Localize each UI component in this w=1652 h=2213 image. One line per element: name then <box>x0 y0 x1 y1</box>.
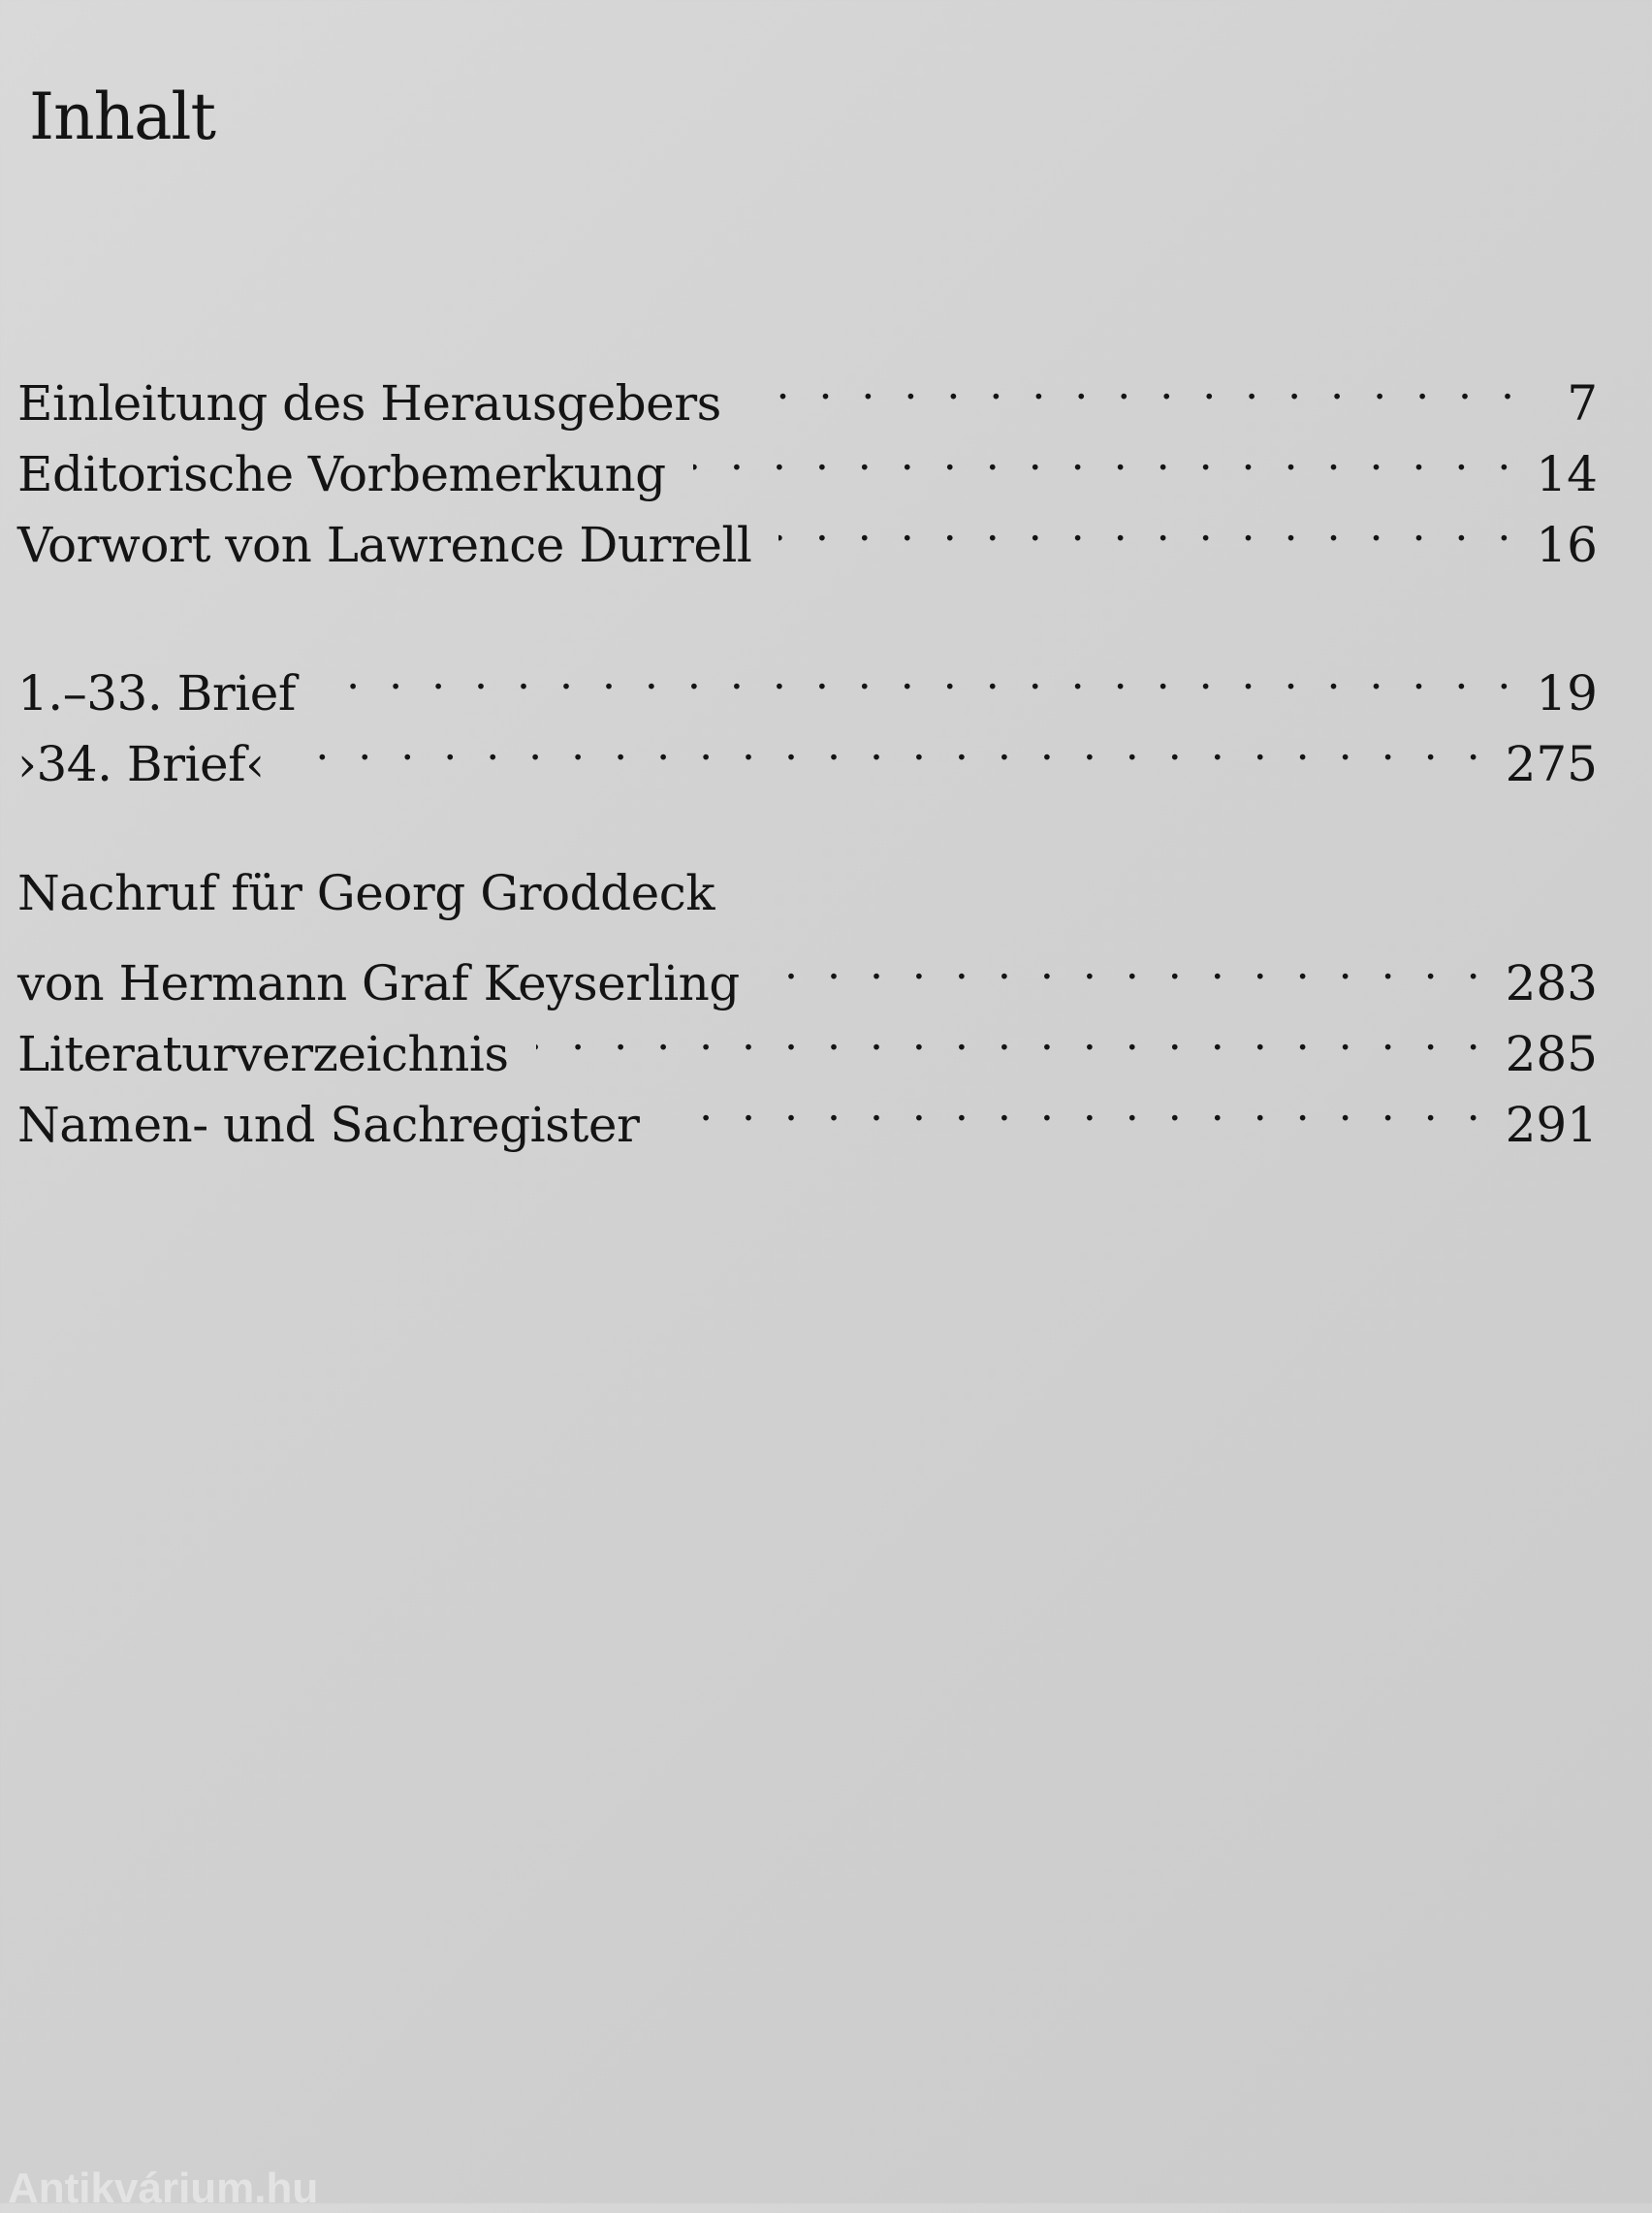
toc-entry-page: 14 <box>1536 446 1598 502</box>
toc-entry-title: Nachruf für Georg Groddeck <box>17 865 715 921</box>
watermark: Antikvárium.hu <box>8 2165 319 2212</box>
toc-entry-title: Einleitung des Herausgebers <box>17 375 721 432</box>
toc-entry-page: 291 <box>1505 1097 1598 1153</box>
toc-entry-page: 7 <box>1567 375 1598 432</box>
dot-leader <box>323 639 1519 710</box>
toc-entry-page: 285 <box>1505 1026 1598 1082</box>
toc-entry <box>17 929 1598 1011</box>
toc-group-letters <box>17 639 1598 792</box>
toc-entry-title: Vorwort von Lawrence Durrell <box>17 517 752 573</box>
toc-entry <box>17 349 1598 432</box>
dot-leader <box>767 929 1488 1000</box>
toc-entry-title: Namen- und Sachregister <box>17 1097 640 1153</box>
toc-group-front-matter <box>17 349 1598 573</box>
dot-leader <box>536 1000 1488 1071</box>
dot-leader <box>666 1071 1487 1141</box>
toc-entry-page: 283 <box>1505 955 1598 1011</box>
toc-entry-title: 1.–33. Brief <box>17 665 296 722</box>
dot-leader <box>778 491 1518 561</box>
toc-entry-page: 275 <box>1505 736 1598 792</box>
toc-entry-title: Editorische Vorbemerkung <box>17 446 666 502</box>
toc-entry-page: 19 <box>1536 665 1598 722</box>
toc-entry <box>17 639 1598 722</box>
dot-leader <box>292 710 1488 781</box>
dot-leader <box>748 349 1522 420</box>
toc-entry-title: Literaturverzeichnis <box>17 1026 509 1082</box>
toc-entry-page: 16 <box>1536 517 1598 573</box>
toc-entry <box>17 858 1598 929</box>
toc-group-back-matter <box>17 858 1598 1153</box>
toc-entry-title: ›34. Brief‹ <box>17 736 265 792</box>
page-title: Inhalt <box>29 80 216 154</box>
dot-leader <box>693 420 1519 491</box>
table-of-contents <box>17 349 1598 1219</box>
toc-entry-title: von Hermann Graf Keyserling <box>17 955 740 1011</box>
